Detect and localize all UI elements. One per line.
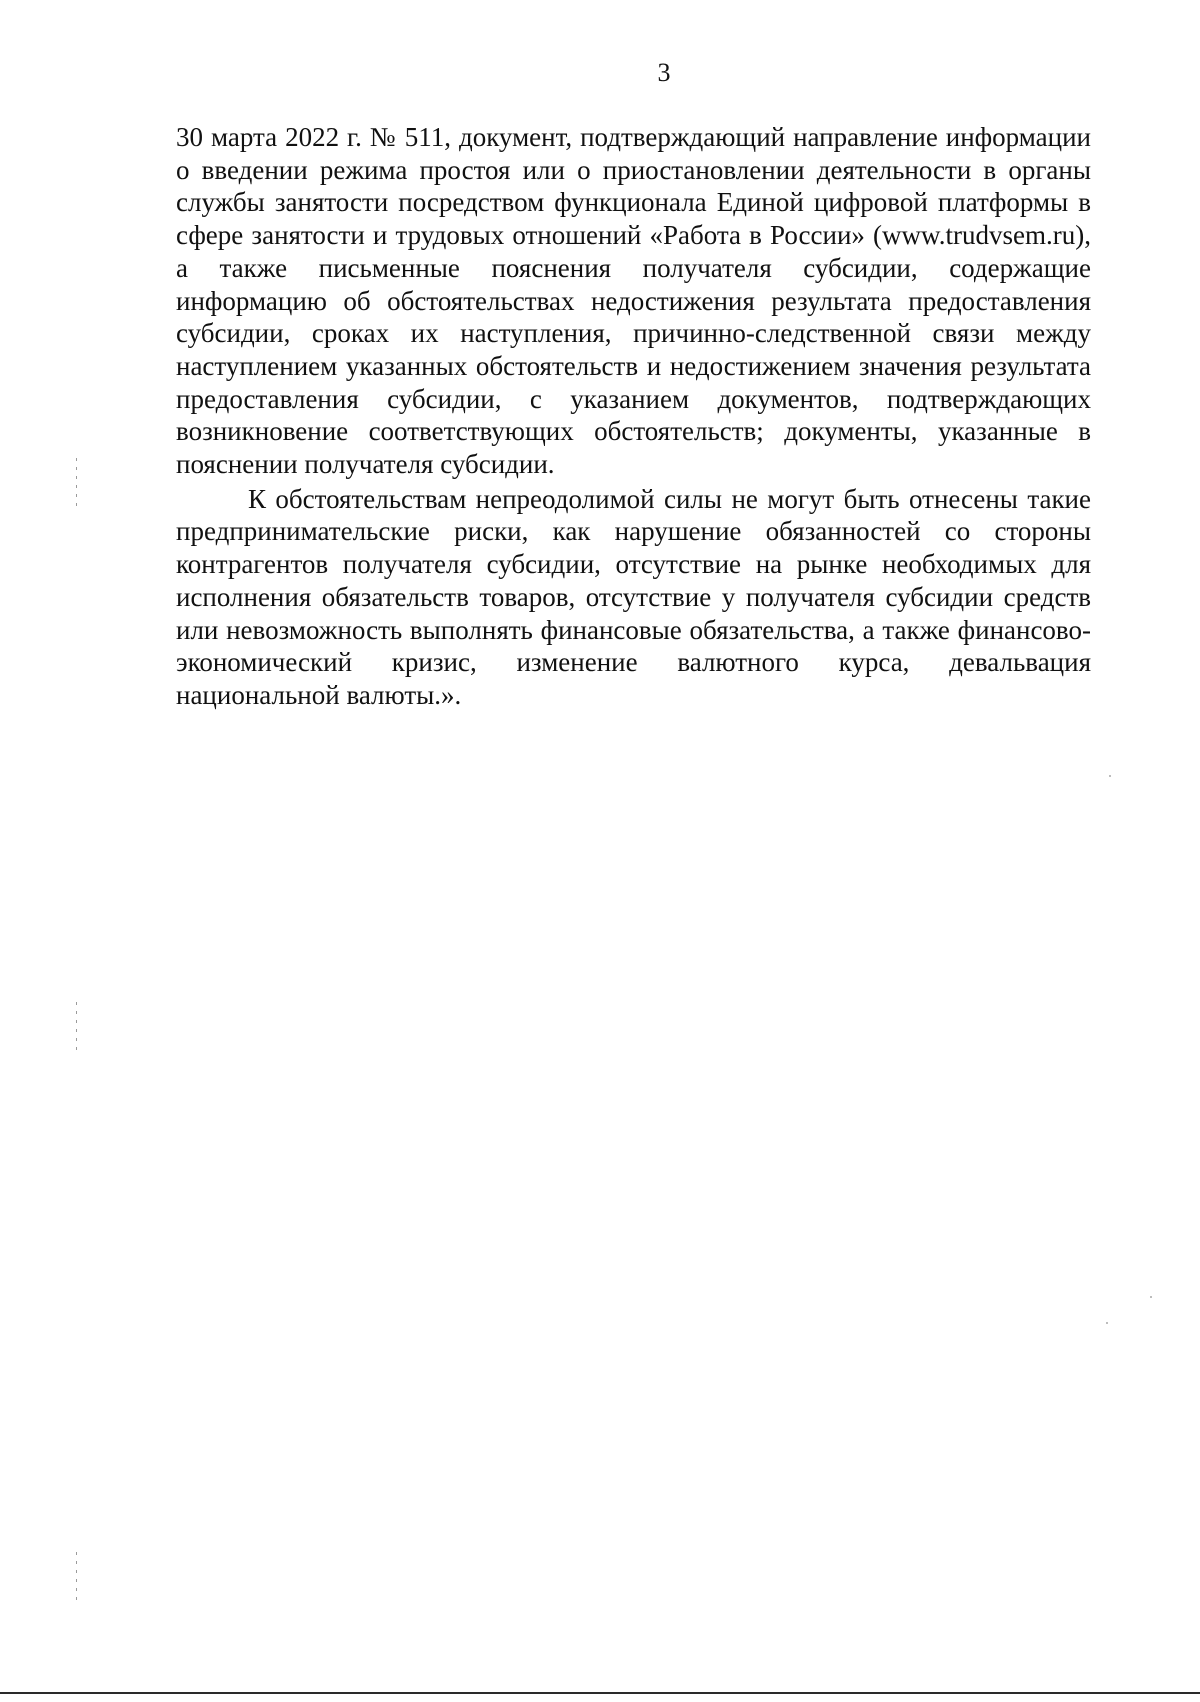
scan-bottom-edge xyxy=(0,1692,1200,1694)
scan-margin-mark-1 xyxy=(76,458,77,508)
scan-speck-3 xyxy=(1106,1322,1108,1324)
scan-speck-1 xyxy=(1109,775,1111,777)
paragraph-1: 30 марта 2022 г. № 511, документ, подтверждающий направление информации о введении режима простоя или о приостановлении деятельности в органы службы занятости посредством функционала Единой цифровой платформы в сфере занятости и трудовых отношений «Работа в России» (www.trudvsem.ru), а также письменные пояснения получателя субсидии, содержащие информацию об обстоятельствах недостижения результата предоставления субсидии, сроках их наступления, причинно-следственной связи между наступлением указанных обстоятельств и недостижением значения результата предоставления субсидии, с указанием документов, подтверждающих возникновение соответствующих обстоятельств; документы, указанные в пояснении получателя субсидии. xyxy=(176,122,1091,480)
scan-margin-mark-2 xyxy=(76,1002,77,1054)
page-number: 3 xyxy=(657,58,671,87)
document-body xyxy=(176,121,1091,712)
paragraph-2: К обстоятельствам непреодолимой силы не могут быть отнесены такие предпринимательские риски, как нарушение обязанностей со стороны контрагентов получателя субсидии, отсутствие на рынке необходимых для исполнения обязательств товаров, отсутствие у получателя субсидии средств или невозможность выполнять финансовые обязательства, а также финансово-экономический кризис, изменение валютного курса, девальвация национальной валюты.». xyxy=(176,483,1091,710)
scan-speck-2 xyxy=(1150,1296,1152,1298)
scan-margin-mark-3 xyxy=(76,1552,77,1602)
